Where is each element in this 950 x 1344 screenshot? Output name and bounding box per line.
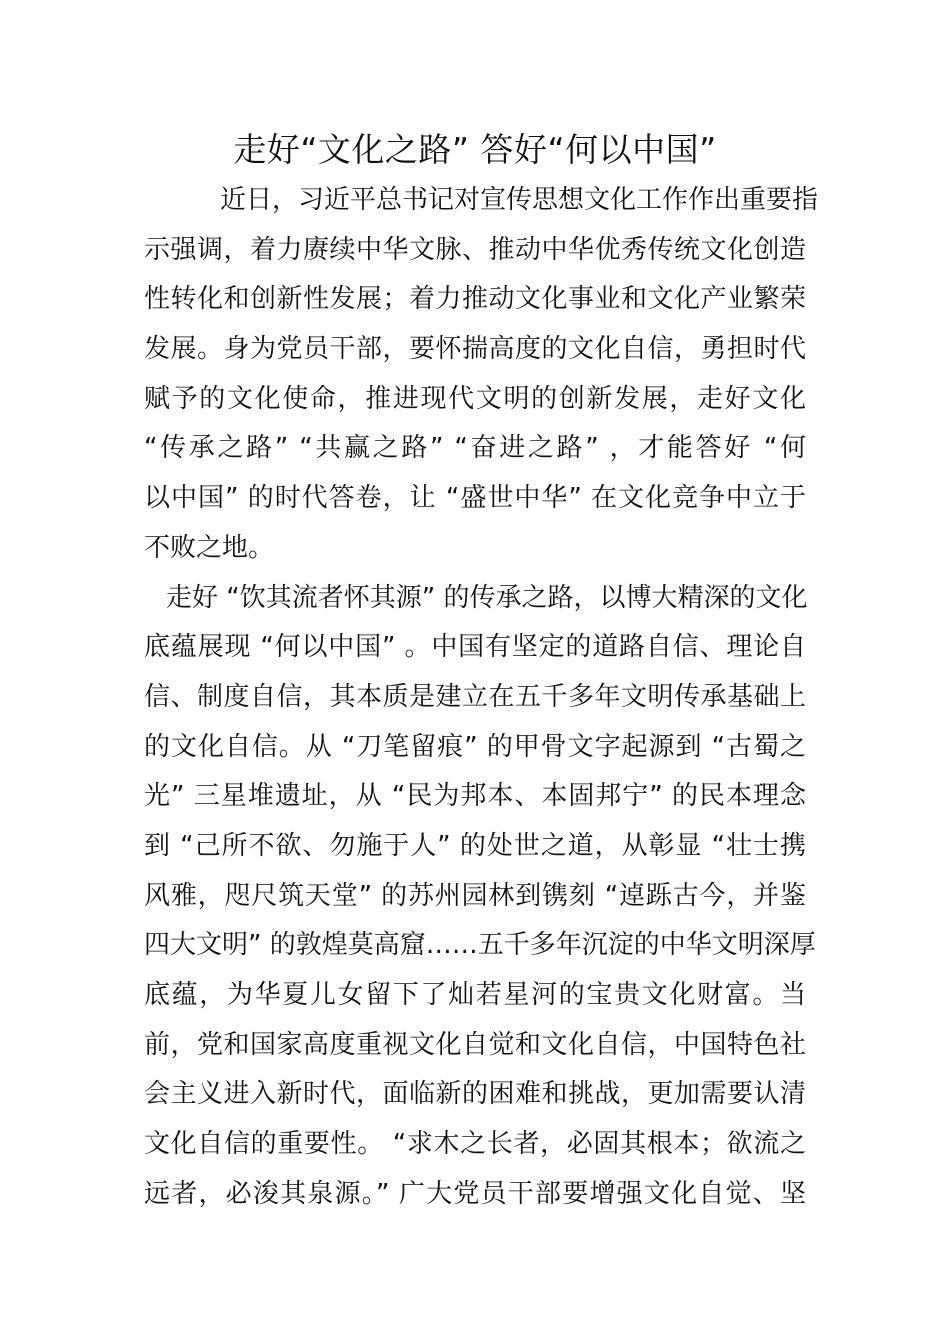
text-line: 光” 三星堆遗址，从 “民为邦本、本固邦宁” 的民本理念: [144, 781, 806, 812]
text-line: 发展。身为党员干部，要怀揣高度的文化自信，勇担时代: [144, 334, 806, 365]
text-line: 前，党和国家高度重视文化自觉和文化自信，中国特色社: [144, 1029, 806, 1060]
text-line: 到 “己所不欲、勿施于人” 的处世之道，从彰显 “壮士携: [144, 830, 806, 861]
paragraph-2: [144, 574, 816, 1220]
text-line: 风雅，咫尺筑天堂” 的苏州园林到镌刻 “逴跞古今，并鉴: [144, 880, 806, 911]
text-line: 性转化和创新性发展；着力推动文化事业和文化产业繁荣: [144, 284, 806, 315]
text-line: 远者，必浚其泉源。” 广大党员干部要增强文化自觉、坚: [144, 1178, 806, 1209]
text-line: 会主义进入新时代，面临新的困难和挑战，更加需要认清: [144, 1079, 806, 1110]
document-body: [144, 176, 819, 1219]
text-line: 文化自信的重要性。 “求木之长者，必固其根本；欲流之: [144, 1129, 806, 1160]
text-line: 四大文明” 的敦煌莫高窟……五千多年沉淀的中华文明深厚: [144, 930, 816, 961]
text-line: 的文化自信。从 “刀笔留痕” 的甲骨文字起源到 “古蜀之: [144, 731, 806, 762]
text-line: 以中国” 的时代答卷，让 “盛世中华” 在文化竞争中立于: [144, 483, 806, 514]
paragraph-1: [144, 176, 819, 574]
text-line: 不败之地。: [144, 532, 275, 563]
text-line: 示强调，着力赓续中华文脉、推动中华优秀传统文化创造: [144, 234, 806, 265]
text-line: “传承之路” “共赢之路” “奋进之路” ，才能答好 “何: [144, 433, 806, 464]
text-line: 底蕴，为华夏儿女留下了灿若星河的宝贵文化财富。当: [144, 980, 806, 1010]
text-line: 走好 “饮其流者怀其源” 的传承之路，以博大精深的文化: [166, 582, 808, 613]
text-line: 底蕴展现 “何以中国” 。中国有坚定的道路自信、理论自: [144, 632, 806, 663]
document-title: 走好“文化之路” 答好“何以中国”: [233, 130, 717, 169]
text-line: 赋予的文化使命，推进现代文明的创新发展，走好文化: [144, 383, 806, 414]
text-line: 信、制度自信，其本质是建立在五千多年文明传承基础上: [144, 681, 806, 712]
text-line: 近日，习近平总书记对宣传思想文化工作作出重要指: [220, 185, 819, 215]
